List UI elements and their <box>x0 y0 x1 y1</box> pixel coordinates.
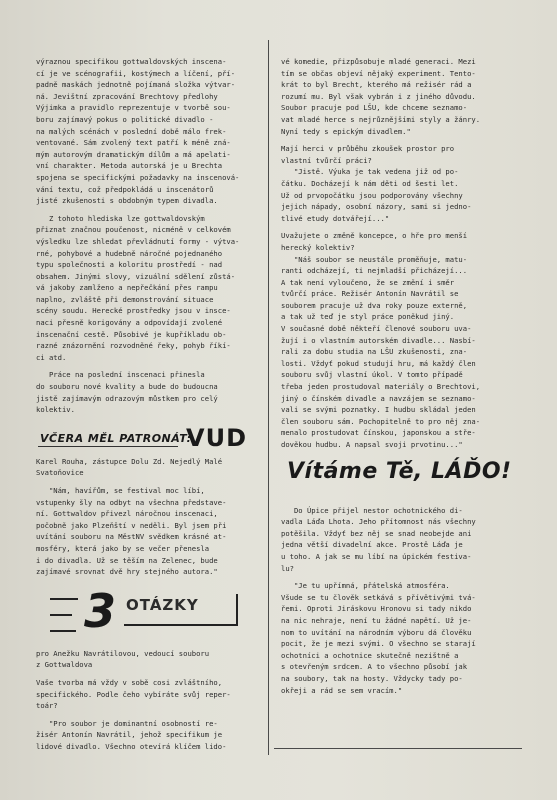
left-block-3 <box>36 369 264 415</box>
text-line: na malých scénách v poslední době málo frek- <box>36 126 227 136</box>
left-block-6 <box>36 648 264 671</box>
text-line: člen souboru sám. Pochopitelně to pro něj zna- <box>281 416 481 426</box>
text-line: vní charakter. Metoda autorská je u Brechta <box>36 161 223 171</box>
text-line: vé komedie, přizpůsobuje mladé generaci. Mezi <box>281 57 476 66</box>
right-block-3 <box>281 166 517 224</box>
text-line: scény soudu. Herecké prostředky jsou v insce- <box>36 306 231 316</box>
headline-vud: VUD <box>186 423 247 452</box>
text-line: okřeji a rád se sem vracím." <box>281 685 403 695</box>
text-line: u toho. A jak se mu líbí na úpickém festiva- <box>281 551 472 561</box>
text-line: Práce na poslední inscenaci přinesla <box>36 370 205 380</box>
text-line: dověkou hudbu. A napsal svoji prvotinu..." <box>281 440 463 449</box>
text-line: výraznou specifikou gottwaldovských inscena- <box>36 57 227 66</box>
deco-line <box>50 614 72 616</box>
text-line: Soubor pracuje pod LŠU, kde chceme seznamo- <box>281 103 468 113</box>
text-line: žisér Antonín Navrátil, jehož specifikum je <box>36 730 223 740</box>
text-line: obsahem. Jinými slovy, vizuální sdělení zůstá- <box>36 271 236 281</box>
left-block-7 <box>36 677 264 712</box>
text-line: naplno, zvláště při demonstrování situace <box>36 294 214 304</box>
text-line: "Jistě. Výuka je tak vedena již od po- <box>281 167 459 177</box>
text-line: inscenační cestě. Působivé je kupříkladu ob- <box>36 329 227 339</box>
text-line: Svatoňovice <box>36 468 84 478</box>
text-line: spojena se specifickými požadavky na inscenová- <box>36 172 240 182</box>
right-block-4 <box>281 230 517 253</box>
deco-line <box>236 594 238 626</box>
text-line: vání textu, což předpokládá u inscenátorů <box>36 184 214 194</box>
text-line: nom to uvítání na národním výboru dá člověku <box>281 627 472 637</box>
text-line: jedna větší divadelní akce. Prostě Láďa je <box>281 540 463 550</box>
text-line: jistě zajímavým odrazovým můstkem pro celý <box>36 393 218 403</box>
text-line: do souboru nové kvality a bude do budoucna <box>36 382 218 392</box>
left-block-1 <box>36 56 264 207</box>
text-line: čátku. Docházejí k nám děti od šesti let. <box>281 178 459 188</box>
text-line: pro Anežku Navrátilovou, vedoucí souboru <box>36 648 210 658</box>
text-line: ventované. Sám zvolený text patří k méně zná- <box>36 138 231 148</box>
text-line: ná. Jevištní zpracování Brechtovy předlohy <box>36 91 218 101</box>
text-line: lidové divadlo. Všechno otevírá klíčem lido- <box>36 741 227 751</box>
deco-line <box>124 624 236 626</box>
right-block-7 <box>281 580 517 696</box>
text-line: jisté zkušenosti s obdobným typem divadla. <box>36 196 218 206</box>
text-line: ochotníci a ochotnice skutečně nezištně a <box>281 650 459 660</box>
left-block-2 <box>36 213 264 364</box>
headline-welcome-text: Vítáme Tě, LÁĎO! <box>287 458 512 484</box>
text-line: vadla Láďa Lhota. Jeho přítomnost nás všechny <box>281 517 476 527</box>
text-line: potěšila. Vždyť bez něj se snad neobejde ani <box>281 528 472 538</box>
text-line: vá jakoby zamlženo a nepřečkání přes rampu <box>36 283 218 293</box>
text-line: zajímavé srovnat dvě hry stejného autora." <box>36 567 218 577</box>
text-line: jejich nápady, osobní názory, sami si jedno- <box>281 202 472 212</box>
text-line: Všude se tu člověk setkává s přívětivými tvá- <box>281 592 476 602</box>
text-line: třeba jeden prostudoval materiály o Brechtovi, <box>281 382 481 392</box>
questions-number: 3 <box>84 583 117 638</box>
questions-word: OTÁZKY <box>126 595 199 614</box>
text-line: tlivé etudy dotvářejí..." <box>281 213 390 223</box>
text-line: rozumí mu. Byl však vybrán i z jiného důvodu. <box>281 91 476 101</box>
text-line: vstupenky šly na odbyt na všechna představe- <box>36 497 227 507</box>
right-block-1 <box>281 56 517 137</box>
text-line: souborem pracuje už dva roky pouze externě, <box>281 300 468 310</box>
text-line: "Je tu upřímná, přátelská atmosféra. <box>281 581 450 591</box>
text-line: V současné době někteří členové souboru uva- <box>281 324 472 334</box>
text-line: rné, pohybové a hudebně náročné pojednaného <box>36 248 223 258</box>
text-line: krát to byl Brecht, kterého má režisér rád a <box>281 80 472 90</box>
left-block-8 <box>36 718 264 753</box>
right-column <box>281 56 517 696</box>
text-line: kolektiv. <box>36 405 75 415</box>
text-line: tím se občas objeví nějaký experiment. Tento- <box>281 68 476 78</box>
text-line: Do Úpice přijel nestor ochotnického di- <box>281 505 463 515</box>
text-line: mosféry, která jako by se večer přenesla <box>36 543 210 553</box>
text-line: Karel Rouha, zástupce Dolu Zd. Nejedlý Malé <box>36 456 223 466</box>
text-line: losti. Vždyť pokud studují hru, má každý člen <box>281 358 476 368</box>
text-line: i do divadla. Už se těším na Zelenec, bude <box>36 555 218 565</box>
text-line: a tak už teď je styl práce poněkud jiný. <box>281 312 455 322</box>
deco-line <box>50 630 76 632</box>
text-line: A tak není vyloučeno, že se změní i směr <box>281 277 455 287</box>
headline-underline <box>38 446 178 447</box>
text-line: herecký kolektiv? <box>281 242 355 252</box>
text-line: s otevřeným srdcem. A to všechno působí jak <box>281 662 468 672</box>
bottom-rule <box>274 748 522 749</box>
text-line: toár? <box>36 701 58 711</box>
headline-vcera <box>36 422 264 452</box>
text-line: počobně jako Plzeňští v neděli. Byl jsem při <box>36 520 227 530</box>
text-line: "Nám, havířům, se festival moc líbí, <box>36 486 205 495</box>
text-line: Výjimka a pravidlo reprezentuje v tvorbě sou- <box>36 103 231 113</box>
text-line: souboru svůj vlastní úkol. V tomto případě <box>281 370 463 380</box>
text-line: z Gottwaldova <box>36 660 93 670</box>
text-line: jiný o čínském divadle a navzájem se seznamo- <box>281 393 476 403</box>
text-line: "Náš soubor se neustále proměňuje, matu- <box>281 254 468 264</box>
text-line: na nic nehraje, není tu žádné napětí. Už je- <box>281 615 472 625</box>
text-line: pocit, že je mezi svými. O všechno se starají <box>281 639 476 649</box>
text-line: tvůrčí práce. Režisér Antonín Navrátil se <box>281 289 459 299</box>
text-line: vali se svými poznatky. I hudbu skládal jeden <box>281 405 476 415</box>
text-line: Z tohoto hlediska lze gottwaldovským <box>36 213 205 223</box>
text-line: Už od prvopočátku jsou podporovány všechny <box>281 190 463 200</box>
text-line: padně maskách jednotně pojímaná složka výtvar- <box>36 80 236 90</box>
three-questions-header <box>36 584 264 644</box>
text-line: ranti odcházejí, ti nejmladší přicházejí... <box>281 266 468 276</box>
text-line: naci přesně korigovány a odpovídají zvolené <box>36 318 223 328</box>
text-line: uvítání souboru na MěstNV svědkem krásné at- <box>36 532 227 542</box>
left-column <box>36 56 264 753</box>
text-line: menalo prostudovat čínskou, japonskou a stře- <box>281 428 476 438</box>
text-line: vat mladé herce s nejrůznějšími styly a žánry. <box>281 114 481 124</box>
right-block-6 <box>281 505 517 575</box>
text-line: řemi. Oproti Jiráskovu Hronovu si tady nikdo <box>281 604 472 614</box>
text-line: typu společnosti a koloritu prostředí - nad <box>36 260 223 270</box>
left-block-4 <box>36 456 264 479</box>
text-line: přiznat značnou poučenost, nicméně v celkovém <box>36 225 231 235</box>
text-line: ní. Gottwaldov přivezl náročnou inscenaci, <box>36 509 218 519</box>
text-line: Uvažujete o změně koncepce, o hře pro menší <box>281 231 468 241</box>
text-line: Nyní tedy s epickým divadlem." <box>281 126 411 136</box>
headline-vcera-text: VČERA MĚL PATRONÁT: <box>40 431 192 445</box>
text-line: razné znázornění rozvodněné řeky, pohyb říkí- <box>36 341 231 351</box>
text-line: boru zajímavý pokus o politické divadlo - <box>36 114 214 124</box>
text-line: Vaše tvorba má vždy v sobě cosi zvláštního, <box>36 677 223 687</box>
right-block-5 <box>281 254 517 451</box>
text-line: ci atd. <box>36 352 67 362</box>
text-line: "Pro soubor je dominantní osobností re- <box>36 718 218 728</box>
text-line: výsledku lze shledat převládnutí formy - výtva- <box>36 236 240 246</box>
deco-line <box>50 598 78 600</box>
left-block-5 <box>36 485 264 578</box>
headline-welcome <box>281 455 517 501</box>
text-line: rali za dobu studia na LŠU zkušenosti, zna- <box>281 347 468 357</box>
text-line: lu? <box>281 563 294 573</box>
column-divider <box>268 40 269 755</box>
text-line: žují i o vlastním autorském divadle... Nasbí- <box>281 335 476 345</box>
text-line: mým autorovým dramatickým dílům a má apelati- <box>36 149 231 159</box>
text-line: vlastní tvůrčí práci? <box>281 155 372 165</box>
text-line: Mají herci v průběhu zkoušek prostor pro <box>281 144 455 154</box>
text-line: na soubory, tak na hosty. Vždycky tady po- <box>281 673 463 683</box>
text-line: cí je ve scénografii, kostýmech a líčení, pří- <box>36 68 236 78</box>
text-line: specifického. Podle čeho vybíráte svůj reper- <box>36 689 231 699</box>
right-block-2 <box>281 143 517 166</box>
